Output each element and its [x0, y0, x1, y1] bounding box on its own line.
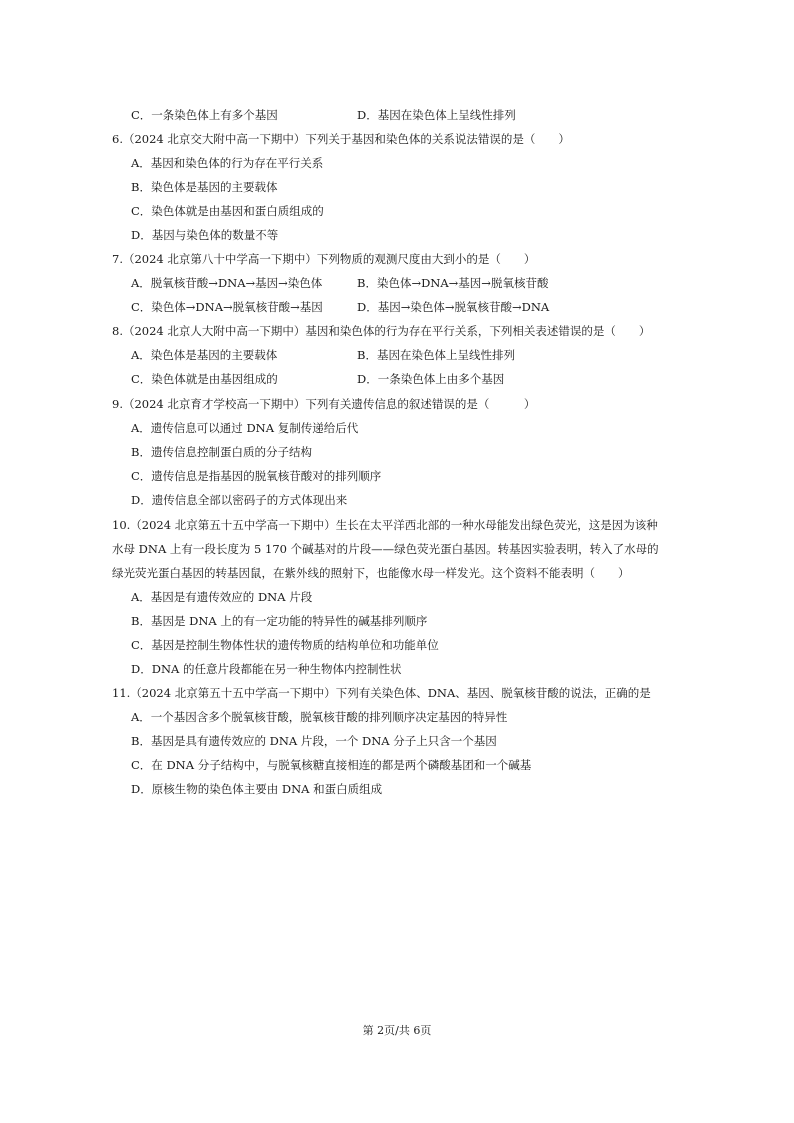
q8-option-c: C．染色体就是由基因组成的: [131, 372, 278, 386]
q7-option-a: A．脱氧核苷酸→DNA→基因→染色体: [131, 276, 323, 290]
q5-option-c: C．一条染色体上有多个基因: [131, 108, 278, 122]
q8-option-b: B．基因在染色体上呈线性排列: [357, 348, 515, 362]
q6-option-a: A．基因和染色体的行为存在平行关系: [131, 156, 324, 170]
q10-option-b: B．基因是 DNA 上的有一定功能的特异性的碱基排列顺序: [131, 614, 428, 628]
q8-stem: 8.（2024 北京人大附中高一下期中）基因和染色体的行为存在平行关系，下列相关表述错误的是（ ）: [112, 324, 651, 338]
q9-option-d: D．遗传信息全部以密码子的方式体现出来: [131, 493, 348, 507]
q8-option-a: A．染色体是基因的主要载体: [131, 348, 278, 362]
q11-option-a: A．一个基因含多个脱氧核苷酸，脱氧核苷酸的排列顺序决定基因的特异性: [131, 710, 508, 724]
q11-option-d: D．原核生物的染色体主要由 DNA 和蛋白质组成: [131, 782, 383, 796]
q5-option-d: D．基因在染色体上呈线性排列: [357, 108, 516, 122]
q8-option-d: D．一条染色体上由多个基因: [357, 372, 505, 386]
q6-stem: 6.（2024 北京交大附中高一下期中）下列关于基因和染色体的关系说法错误的是（ ）: [112, 132, 570, 146]
q11-option-b: B．基因是具有遗传效应的 DNA 片段，一个 DNA 分子上只含一个基因: [131, 734, 497, 748]
q6-option-c: C．染色体就是由基因和蛋白质组成的: [131, 204, 324, 218]
q9-option-a: A．遗传信息可以通过 DNA 复制传递给后代: [131, 421, 359, 435]
q9-option-c: C．遗传信息是指基因的脱氧核苷酸对的排列顺序: [131, 469, 382, 483]
q9-option-b: B．遗传信息控制蛋白质的分子结构: [131, 445, 312, 459]
q7-option-b: B．染色体→DNA→基因→脱氧核苷酸: [357, 276, 549, 290]
page-number-footer: 第 2页/共 6页: [362, 1024, 432, 1037]
q10-option-c: C．基因是控制生物体性状的遗传物质的结构单位和功能单位: [131, 638, 439, 652]
q6-option-b: B．染色体是基因的主要载体: [131, 180, 278, 194]
q11-option-c: C．在 DNA 分子结构中，与脱氧核糖直接相连的都是两个磷酸基团和一个碱基: [131, 758, 532, 772]
q9-stem: 9.（2024 北京育才学校高一下期中）下列有关遗传信息的叙述错误的是（ ）: [112, 397, 536, 411]
q10-stem-line-1: 10.（2024 北京第五十五中学高一下期中）生长在太平洋西北部的一种水母能发出绿色荧光，这是因为该种: [112, 518, 658, 532]
q10-option-d: D．DNA 的任意片段都能在另一种生物体内控制性状: [131, 662, 402, 676]
q10-option-a: A．基因是有遗传效应的 DNA 片段: [131, 590, 313, 604]
q7-stem: 7.（2024 北京第八十中学高一下期中）下列物质的观测尺度由大到小的是（ ）: [112, 252, 536, 266]
q10-stem-line-3: 绿光荧光蛋白基因的转基因鼠，在紫外线的照射下，也能像水母一样发光。这个资料不能表明（ ）: [112, 566, 630, 580]
q7-option-d: D．基因→染色体→脱氧核苷酸→DNA: [357, 300, 550, 314]
q6-option-d: D．基因与染色体的数量不等: [131, 228, 279, 242]
q7-option-c: C．染色体→DNA→脱氧核苷酸→基因: [131, 300, 323, 314]
q10-stem-line-2: 水母 DNA 上有一段长度为 5 170 个碱基对的片段——绿色荧光蛋白基因。转基因实验表明，转入了水母的: [112, 542, 659, 556]
q11-stem: 11.（2024 北京第五十五中学高一下期中）下列有关染色体、DNA、基因、脱氧核苷酸的说法，正确的是: [112, 686, 651, 700]
